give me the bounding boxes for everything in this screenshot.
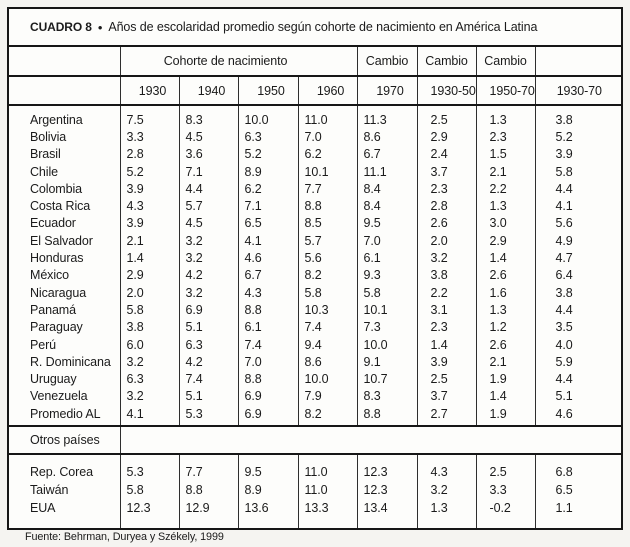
table-row	[9, 405, 621, 426]
cell-value: 7.0	[298, 128, 357, 145]
cell-value: 3.1	[417, 301, 476, 318]
cell-value: 8.8	[298, 197, 357, 214]
cell-value: 1.3	[476, 197, 535, 214]
cell-value: 1.3	[417, 499, 476, 528]
cell-value: 7.7	[298, 180, 357, 197]
table-row	[9, 215, 621, 232]
cell-value: 12.9	[179, 499, 238, 528]
cell-value: 11.3	[357, 105, 417, 128]
cell-value: 3.9	[535, 146, 621, 163]
row-label: Nicaragua	[30, 285, 87, 300]
row-label: Costa Rica	[30, 199, 91, 214]
empty-corner-cell	[9, 47, 120, 76]
cell-value: 9.4	[298, 336, 357, 353]
cell-value: 2.9	[120, 267, 179, 284]
cell-value: 1.9	[476, 405, 535, 426]
table-row	[9, 128, 621, 145]
cell-value: 7.3	[357, 319, 417, 336]
cell-value: 4.3	[238, 284, 298, 301]
cell-value: 7.1	[179, 163, 238, 180]
cell-value: 13.3	[298, 499, 357, 528]
change-header-1: Cambio	[357, 47, 417, 76]
cell-value: 6.9	[179, 301, 238, 318]
row-label: Panamá	[30, 302, 76, 317]
cell-value: 5.8	[120, 301, 179, 318]
cell-value: 3.2	[417, 481, 476, 499]
cell-value: 6.7	[238, 267, 298, 284]
cell-value: 2.6	[476, 267, 535, 284]
table-row	[9, 267, 621, 284]
row-label: México	[30, 268, 69, 283]
cell-value: 5.2	[535, 128, 621, 145]
cell-value: 5.3	[179, 405, 238, 426]
row-label: Colombia	[30, 181, 83, 196]
cell-value: 3.2	[179, 284, 238, 301]
change-header-2: Cambio	[417, 47, 476, 76]
cell-value: 9.1	[357, 353, 417, 370]
row-label: Ecuador	[30, 216, 76, 231]
cell-value: 11.0	[298, 105, 357, 128]
cell-value: 8.8	[238, 370, 298, 387]
cell-value: 8.2	[298, 405, 357, 426]
column-header-1960: 1960	[298, 76, 357, 105]
cell-value: 6.1	[238, 319, 298, 336]
cell-value: 7.0	[357, 232, 417, 249]
cell-value: 4.6	[535, 405, 621, 426]
column-header-1950: 1950	[238, 76, 298, 105]
cell-value: 4.4	[535, 180, 621, 197]
cell-value: 8.5	[298, 215, 357, 232]
cell-value: 10.0	[238, 105, 298, 128]
cell-value: 4.3	[120, 197, 179, 214]
cell-value: 4.2	[179, 353, 238, 370]
cell-value: 8.6	[298, 353, 357, 370]
column-header-1940: 1940	[179, 76, 238, 105]
row-label: Honduras	[30, 251, 84, 266]
section-header-row	[9, 426, 621, 454]
empty-group-cell	[535, 47, 621, 76]
cell-value: 2.8	[120, 146, 179, 163]
row-label: Bolivia	[30, 129, 67, 144]
cell-value: 6.9	[238, 388, 298, 405]
cell-value: 1.1	[535, 499, 621, 528]
row-label: Rep. Corea	[30, 465, 93, 480]
cell-value: 13.4	[357, 499, 417, 528]
cell-value: 3.8	[417, 267, 476, 284]
cell-value: 6.1	[357, 249, 417, 266]
cell-value: 9.3	[357, 267, 417, 284]
table-row	[9, 197, 621, 214]
cell-value: 5.2	[238, 146, 298, 163]
row-label: Perú	[30, 337, 57, 352]
cell-value: 1.3	[476, 301, 535, 318]
cell-value: 5.8	[535, 163, 621, 180]
source-note: Fuente: Behrman, Duryea y Székely, 1999	[25, 531, 224, 543]
cell-value: 5.7	[298, 232, 357, 249]
cell-value: 6.2	[238, 180, 298, 197]
column-header-1930-70: 1930-70	[535, 76, 621, 105]
schooling-table	[9, 47, 621, 528]
cell-value: 7.9	[298, 388, 357, 405]
cell-value: 2.6	[417, 215, 476, 232]
cell-value: 6.3	[238, 128, 298, 145]
cell-value: 1.4	[476, 388, 535, 405]
row-label: Promedio AL	[30, 406, 101, 421]
table-row	[9, 249, 621, 266]
cell-value: 3.2	[417, 249, 476, 266]
cell-value: 4.0	[535, 336, 621, 353]
cell-value: 6.3	[179, 336, 238, 353]
cell-value: 4.3	[417, 454, 476, 481]
row-label: Taiwán	[30, 483, 69, 498]
cell-value: 4.1	[120, 405, 179, 426]
cell-value: 6.2	[298, 146, 357, 163]
cell-value: 4.1	[535, 197, 621, 214]
table-row	[9, 146, 621, 163]
section-title: Otros países	[9, 426, 120, 454]
cell-value: 5.1	[179, 388, 238, 405]
cell-value: -0.2	[476, 499, 535, 528]
cell-value: 3.8	[120, 319, 179, 336]
cell-value: 3.2	[179, 249, 238, 266]
row-label: Paraguay	[30, 320, 83, 335]
cell-value: 3.7	[417, 388, 476, 405]
cell-value: 7.0	[238, 353, 298, 370]
cell-value: 3.7	[417, 163, 476, 180]
cell-value: 3.5	[535, 319, 621, 336]
table-frame	[7, 7, 623, 530]
cell-value: 10.1	[298, 163, 357, 180]
cell-value: 2.0	[120, 284, 179, 301]
row-label: Chile	[30, 164, 58, 179]
cell-value: 3.2	[120, 388, 179, 405]
cell-value: 3.3	[120, 128, 179, 145]
cell-value: 4.4	[179, 180, 238, 197]
table-title	[9, 9, 621, 47]
row-label: Argentina	[30, 112, 83, 127]
column-header-1930-50: 1930-50	[417, 76, 476, 105]
table-row	[9, 353, 621, 370]
cell-value: 7.5	[120, 105, 179, 128]
cell-value: 8.8	[179, 481, 238, 499]
empty-corner-cell	[9, 76, 120, 105]
bullet-icon: •	[97, 19, 103, 35]
year-header-row	[9, 76, 621, 105]
cell-value: 2.0	[417, 232, 476, 249]
cell-value: 6.3	[120, 370, 179, 387]
column-header-1970: 1970	[357, 76, 417, 105]
cell-value: 1.9	[476, 370, 535, 387]
cell-value: 5.8	[120, 481, 179, 499]
cell-value: 3.6	[179, 146, 238, 163]
cell-value: 3.8	[535, 284, 621, 301]
cell-value: 5.9	[535, 353, 621, 370]
cell-value: 4.4	[535, 370, 621, 387]
cell-value: 8.2	[298, 267, 357, 284]
cell-value: 8.8	[357, 405, 417, 426]
table-number: CUADRO 8	[30, 20, 92, 34]
cell-value: 1.6	[476, 284, 535, 301]
cell-value: 6.5	[238, 215, 298, 232]
cell-value: 2.1	[476, 163, 535, 180]
cell-value: 3.2	[120, 353, 179, 370]
cell-value: 8.9	[238, 481, 298, 499]
cell-value: 2.9	[417, 128, 476, 145]
cell-value: 4.5	[179, 215, 238, 232]
cell-value: 4.6	[238, 249, 298, 266]
cell-value: 10.1	[357, 301, 417, 318]
cell-value: 5.1	[535, 388, 621, 405]
title-text: Años de escolaridad promedio según cohorte de nacimiento en América Latina	[108, 20, 538, 34]
cell-value: 8.3	[357, 388, 417, 405]
cell-value: 3.9	[120, 215, 179, 232]
row-label: R. Dominicana	[30, 354, 111, 369]
cell-value: 12.3	[357, 454, 417, 481]
table-row	[9, 319, 621, 336]
column-header-1950-70: 1950-70	[476, 76, 535, 105]
cell-value: 4.7	[535, 249, 621, 266]
cell-value: 3.9	[417, 353, 476, 370]
cell-value: 7.4	[298, 319, 357, 336]
table-row	[9, 301, 621, 318]
cell-value: 6.7	[357, 146, 417, 163]
cell-value: 11.0	[298, 481, 357, 499]
cell-value: 6.8	[535, 454, 621, 481]
cell-value: 2.6	[476, 336, 535, 353]
row-label: Uruguay	[30, 372, 77, 387]
column-header-1930: 1930	[120, 76, 179, 105]
cell-value: 3.2	[179, 232, 238, 249]
cell-value: 2.7	[417, 405, 476, 426]
cell-value: 6.9	[238, 405, 298, 426]
cell-value: 4.1	[238, 232, 298, 249]
cell-value: 7.4	[238, 336, 298, 353]
cell-value: 5.8	[298, 284, 357, 301]
cell-value: 2.1	[476, 353, 535, 370]
change-header-3: Cambio	[476, 47, 535, 76]
row-label: Venezuela	[30, 389, 88, 404]
cell-value: 5.3	[120, 454, 179, 481]
cell-value: 3.0	[476, 215, 535, 232]
cell-value: 5.6	[298, 249, 357, 266]
row-label: Brasil	[30, 147, 61, 162]
cell-value: 2.5	[417, 105, 476, 128]
cell-value: 2.9	[476, 232, 535, 249]
row-label: El Salvador	[30, 233, 93, 248]
cell-value: 9.5	[357, 215, 417, 232]
cell-value: 4.5	[179, 128, 238, 145]
table-row	[9, 105, 621, 128]
cell-value: 10.7	[357, 370, 417, 387]
cell-value: 7.1	[238, 197, 298, 214]
table-row	[9, 481, 621, 499]
cell-value: 6.0	[120, 336, 179, 353]
cell-value: 12.3	[120, 499, 179, 528]
other-countries-body	[9, 454, 621, 528]
cell-value: 4.4	[535, 301, 621, 318]
cell-value: 8.4	[357, 197, 417, 214]
cell-value: 9.5	[238, 454, 298, 481]
cell-value: 11.0	[298, 454, 357, 481]
cell-value: 2.5	[476, 454, 535, 481]
cell-value: 7.7	[179, 454, 238, 481]
cell-value: 6.4	[535, 267, 621, 284]
cell-value: 1.4	[476, 249, 535, 266]
cell-value: 2.2	[417, 284, 476, 301]
table-row	[9, 370, 621, 387]
cell-value: 1.5	[476, 146, 535, 163]
cell-value: 5.1	[179, 319, 238, 336]
cell-value: 1.4	[120, 249, 179, 266]
latin-america-body	[9, 105, 621, 426]
cell-value: 3.9	[120, 180, 179, 197]
cell-value: 6.5	[535, 481, 621, 499]
cell-value: 2.2	[476, 180, 535, 197]
cell-value: 8.9	[238, 163, 298, 180]
cell-value: 3.8	[535, 105, 621, 128]
cell-value: 1.3	[476, 105, 535, 128]
cell-value: 4.2	[179, 267, 238, 284]
cell-value: 10.3	[298, 301, 357, 318]
table-row	[9, 336, 621, 353]
cell-value: 2.5	[417, 370, 476, 387]
cell-value: 11.1	[357, 163, 417, 180]
table-row	[9, 454, 621, 481]
group-header-row	[9, 47, 621, 76]
cell-value: 8.3	[179, 105, 238, 128]
cell-value: 10.0	[298, 370, 357, 387]
cell-value: 8.8	[238, 301, 298, 318]
row-label: EUA	[30, 501, 56, 516]
cell-value: 2.3	[417, 319, 476, 336]
cell-value: 3.3	[476, 481, 535, 499]
cell-value: 4.9	[535, 232, 621, 249]
cell-value: 8.4	[357, 180, 417, 197]
cell-value: 2.4	[417, 146, 476, 163]
table-row	[9, 232, 621, 249]
table-row	[9, 180, 621, 197]
table-row	[9, 284, 621, 301]
table-row	[9, 163, 621, 180]
cell-value: 7.4	[179, 370, 238, 387]
cell-value: 2.3	[476, 128, 535, 145]
cell-value: 1.4	[417, 336, 476, 353]
cell-value: 8.6	[357, 128, 417, 145]
cell-value: 2.8	[417, 197, 476, 214]
cell-value: 10.0	[357, 336, 417, 353]
cohort-group-header: Cohorte de nacimiento	[120, 47, 357, 76]
cell-value: 5.6	[535, 215, 621, 232]
table-row	[9, 499, 621, 528]
table-row	[9, 388, 621, 405]
cell-value: 5.8	[357, 284, 417, 301]
cell-value: 2.3	[417, 180, 476, 197]
cell-value: 13.6	[238, 499, 298, 528]
cell-value: 5.2	[120, 163, 179, 180]
cell-value: 12.3	[357, 481, 417, 499]
cell-value: 2.1	[120, 232, 179, 249]
section-empty-cell	[120, 426, 621, 454]
cell-value: 5.7	[179, 197, 238, 214]
cell-value: 1.2	[476, 319, 535, 336]
